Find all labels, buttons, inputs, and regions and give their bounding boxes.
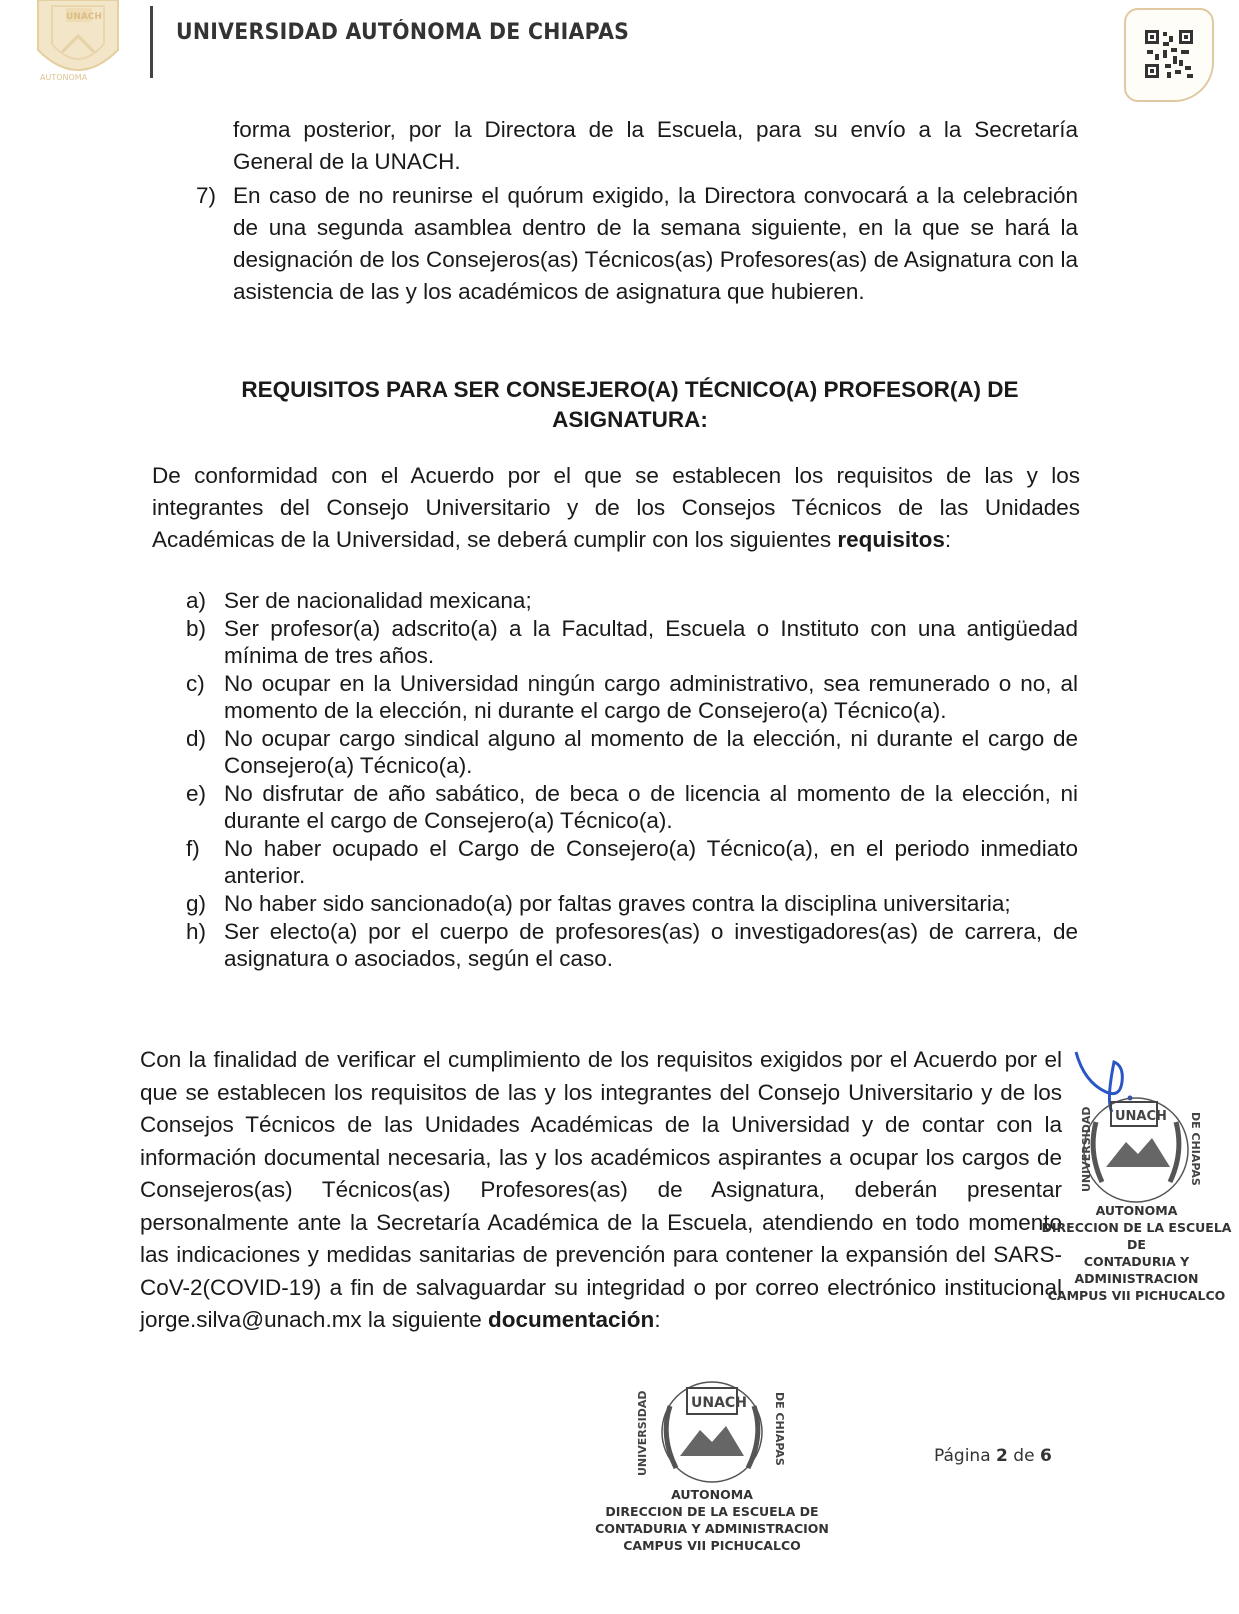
closing-text: Con la finalidad de verificar el cumplimiento de los requisitos exigidos por el Acuerdo por el que se establecen los requisitos de las y los integrantes del Consejo Universitario y de los Consejos Técnicos de las Unidades Académicas de la Universidad y de contar con la información documental necesaria, las y los académicos aspirantes a ocupar los cargos de Consejeros(as) Técnicos(as) Profesores(as) de Asignatura, deberán presentar personalmente ante la Secretaría Académica de la Escuela, atendiendo en todo momento las indicaciones y medidas sanitarias de prevención para contener la expansión del SARS-CoV-2(COVID-19) a fin de salvaguardar su integridad o por correo electrónico institucional jorge.silva@unach.mx la siguiente — [140, 1047, 1062, 1332]
list-item — [186, 587, 1078, 614]
intro-paragraph — [152, 460, 1080, 556]
seal-caption-line: CONTADURIA Y ADMINISTRACION — [595, 1521, 829, 1536]
intro-end: : — [944, 527, 952, 552]
intro-text: De conformidad con el Acuerdo por el que se establecen los requisitos de las y los integrantes del Consejo Universitario y de los Consejos Técnicos de las Unidades Académicas de la Universidad, se deberá cumplir con los siguientes — [152, 463, 1080, 552]
list-item-text: No ocupar en la Universidad ningún cargo administrativo, sea remunerado o no, al momento de la elección, ni durante el cargo de Consejero(a) Técnico(a). — [224, 671, 1078, 723]
qr-code-icon — [1145, 30, 1193, 78]
page-current: 2 — [996, 1446, 1008, 1466]
svg-text:AUTONOMA: AUTONOMA — [40, 73, 88, 82]
page-title: UNIVERSIDAD AUTÓNOMA DE CHIAPAS — [176, 20, 630, 45]
list-item-letter: a) — [186, 588, 207, 613]
seal-caption-line: AUTONOMA — [671, 1487, 753, 1502]
list-item-letter: d) — [186, 726, 207, 751]
closing-end: : — [654, 1307, 661, 1332]
svg-text:DE CHIAPAS: DE CHIAPAS — [1189, 1112, 1202, 1186]
seal-caption-line: DIRECCION DE LA ESCUELA DE — [605, 1504, 819, 1519]
page-number — [934, 1446, 1052, 1466]
header-divider — [150, 6, 153, 78]
list-item — [186, 918, 1078, 972]
page-total: 6 — [1039, 1446, 1052, 1466]
seal-right-caption — [1034, 1202, 1239, 1304]
list-item-letter: f) — [186, 836, 200, 861]
seal-caption-line: CAMPUS VII PICHUCALCO — [623, 1538, 801, 1553]
list-item — [186, 670, 1078, 724]
seal-caption-line: CONTADURIA Y ADMINISTRACION — [1074, 1254, 1199, 1286]
qr-code-frame — [1124, 8, 1214, 102]
list-item-text: No haber sido sancionado(a) por faltas graves contra la disciplina universitaria; — [224, 891, 1011, 916]
seal-caption-line: CAMPUS VII PICHUCALCO — [1047, 1288, 1226, 1303]
list-item — [186, 835, 1078, 889]
list-item — [186, 780, 1078, 834]
list-item-letter: h) — [186, 919, 207, 944]
svg-text:UNIVERSIDAD: UNIVERSIDAD — [1080, 1106, 1093, 1192]
svg-text:DE CHIAPAS: DE CHIAPAS — [773, 1392, 786, 1466]
page-label: Página — [934, 1446, 991, 1466]
list-item-text: Ser de nacionalidad mexicana; — [224, 588, 532, 613]
page-of: de — [1013, 1446, 1035, 1466]
closing-paragraph — [140, 1044, 1062, 1337]
svg-text:UNACH: UNACH — [1115, 1109, 1167, 1124]
item-7-text: En caso de no reunirse el quórum exigido, la Directora convocará a la celebración de una segunda asamblea dentro de la semana siguiente, en la que se hará la designación de los Consejeros(as) Técnicos(as) Profesores(as) de Asignatura con la asistencia de las y los académicos de asignatura que hubieren. — [233, 183, 1078, 304]
svg-text:UNIVERSIDAD: UNIVERSIDAD — [636, 1390, 649, 1476]
continuation-paragraph: forma posterior, por la Directora de la Escuela, para su envío a la Secretaría General de la UNACH. — [233, 117, 1078, 174]
section-heading: REQUISITOS PARA SER CONSEJERO(A) TÉCNICO(A) PROFESOR(A) DE ASIGNATURA: — [241, 377, 1019, 432]
seal-bottom-caption — [582, 1486, 842, 1554]
list-item-text: Ser profesor(a) adscrito(a) a la Facultad, Escuela o Instituto con una antigüedad mínima de tres años. — [224, 616, 1078, 668]
university-logo — [18, 0, 140, 90]
list-item-text: Ser electo(a) por el cuerpo de profesores(as) o investigadores(as) de carrera, de asignatura o asociados, según el caso. — [224, 919, 1078, 971]
list-item — [186, 725, 1078, 779]
seal-caption-line: AUTONOMA — [1095, 1203, 1178, 1218]
seal-caption-line: DIRECCION DE LA ESCUELA DE — [1041, 1220, 1232, 1252]
list-item-text: No disfrutar de año sabático, de beca o de licencia al momento de la elección, ni durante el cargo de Consejero(a) Técnico(a). — [224, 781, 1078, 833]
closing-bold-word: documentación — [488, 1307, 655, 1332]
list-item-letter: b) — [186, 616, 207, 641]
list-item-text: No haber ocupado el Cargo de Consejero(a) Técnico(a), en el periodo inmediato anterior. — [224, 836, 1078, 888]
svg-text:UNACH: UNACH — [691, 1395, 747, 1411]
requirements-list — [186, 587, 1078, 973]
intro-bold-word: requisitos — [837, 527, 945, 552]
list-item — [186, 615, 1078, 669]
list-item-letter: e) — [186, 781, 207, 806]
list-item-letter: g) — [186, 891, 207, 916]
list-item — [186, 890, 1078, 917]
list-item-letter: c) — [186, 671, 205, 696]
svg-text:UNACH: UNACH — [66, 12, 102, 22]
list-item-text: No ocupar cargo sindical alguno al momento de la elección, ni durante el cargo de Consejero(a) Técnico(a). — [224, 726, 1078, 778]
item-7-number: 7) — [196, 183, 217, 208]
